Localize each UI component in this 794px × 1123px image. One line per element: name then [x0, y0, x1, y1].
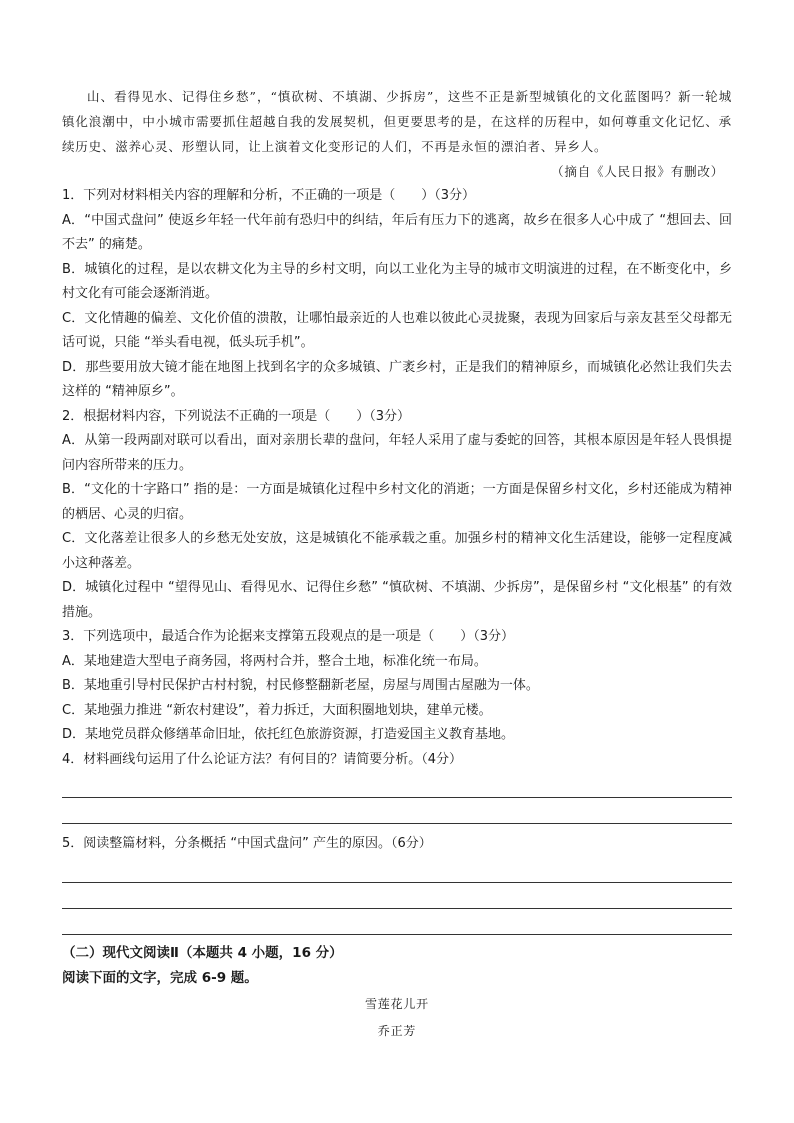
question-3-option-a: A．某地建造大型电子商务园，将两村合并，整合土地，标准化统一布局。 [62, 653, 487, 669]
answer-line[interactable] [62, 909, 732, 935]
question-4-stem: 4．材料画线句运用了什么论证方法？有何目的？请简要分析。（4分） [62, 751, 463, 767]
question-2 [62, 405, 732, 626]
question-1-option-d: D．那些要用放大镜才能在地图上找到名字的众多城镇、广袤乡村，正是我们的精神原乡，而城镇化必然让我们失去这样的 “精神原乡”。 [62, 359, 732, 399]
question-2-option-a: A．从第一段两副对联可以看出，面对亲朋长辈的盘问，年轻人采用了虚与委蛇的回答，其根本原因是年轻人畏惧提问内容所带来的压力。 [62, 433, 732, 473]
question-1-option-c: C．文化情趣的偏差、文化价值的溃散，让哪怕最亲近的人也难以彼此心灵拢聚，表现为回家后与亲友甚至父母都无话可说，只能 “举头看电视，低头玩手机”。 [62, 310, 732, 350]
question-3-stem: 3．下列选项中，最适合作为论据来支撑第五段观点的是一项是（ ）（3分） [62, 629, 515, 644]
answer-line[interactable] [62, 883, 732, 909]
question-1 [62, 184, 732, 405]
question-1-option-a: A．“中国式盘问” 使返乡年轻一代年前有恐归中的纠结，年后有压力下的逃离，故乡在很多人心中成了 “想回去、回不去” 的痛楚。 [62, 212, 732, 252]
question-4 [62, 748, 732, 825]
question-2-option-c: C．文化落差让很多人的乡愁无处安放，这是城镇化不能承载之重。加强乡村的精神文化生活建设，能够一定程度减小这种落差。 [62, 531, 732, 571]
answer-line[interactable] [62, 798, 732, 824]
story-title: 雪莲花儿开 [364, 996, 429, 1011]
question-3-option-c: C．某地强力推进 “新农村建设”，着力拆迁，大面积圈地划块，建单元楼。 [62, 702, 492, 718]
question-3-option-b: B．某地重引导村民保护古村村貌，村民修整翻新老屋，房屋与周围古屋融为一体。 [62, 678, 539, 693]
question-2-option-b: B．“文化的十字路口” 指的是：一方面是城镇化过程中乡村文化的消逝；一方面是保留乡村文化，乡村还能成为精神的栖居、心灵的归宿。 [62, 482, 732, 522]
question-1-stem: 1．下列对材料相关内容的理解和分析，不正确的一项是（ ）（3分） [62, 188, 476, 203]
question-2-option-d: D．城镇化过程中 “望得见山、看得见水、记得住乡愁” “慎砍树、不填湖、少拆房”，是保留乡村 “文化根基” 的有效措施。 [62, 580, 732, 620]
question-2-stem: 2．根据材料内容，下列说法不正确的一项是（ ）（3分） [62, 408, 411, 424]
question-5-stem: 5．阅读整篇材料，分条概括 “中国式盘问” 产生的原因。（6分） [62, 836, 432, 851]
question-3 [62, 625, 732, 748]
section-instruction: 阅读下面的文字，完成 6-9 题。 [62, 969, 258, 986]
passage-source: （摘自《人民日报》有删改） [551, 164, 724, 179]
passage-paragraph: 山、看得见水、记得住乡愁”，“慎砍树、不填湖、少拆房”，这些不正是新型城镇化的文化蓝图吗？新一轮城镇化浪潮中，中小城市需要抓住超越自我的发展契机，但更要思考的是，在这样的历程中，如何尊重文化记忆、承续历史、滋养心灵、形塑认同，让上演着文化变形记的人们，不再是永恒的漂泊者、异乡人。 [62, 89, 732, 154]
answer-line[interactable] [62, 857, 732, 883]
answer-line[interactable] [62, 772, 732, 798]
question-1-option-b: B．城镇化的过程，是以农耕文化为主导的乡村文明，向以工业化为主导的城市文明演进的过程，在不断变化中，乡村文化有可能会逐渐消逝。 [62, 261, 732, 301]
story-author: 乔正芳 [377, 1023, 417, 1038]
exam-page [62, 84, 732, 1045]
question-5 [62, 832, 732, 935]
section-heading: （二）现代文阅读Ⅱ（本题共 4 小题，16 分） [62, 944, 343, 961]
question-3-option-d: D．某地党员群众修缮革命旧址，依托红色旅游资源，打造爱国主义教育基地。 [62, 727, 515, 742]
section-2 [62, 941, 732, 1045]
